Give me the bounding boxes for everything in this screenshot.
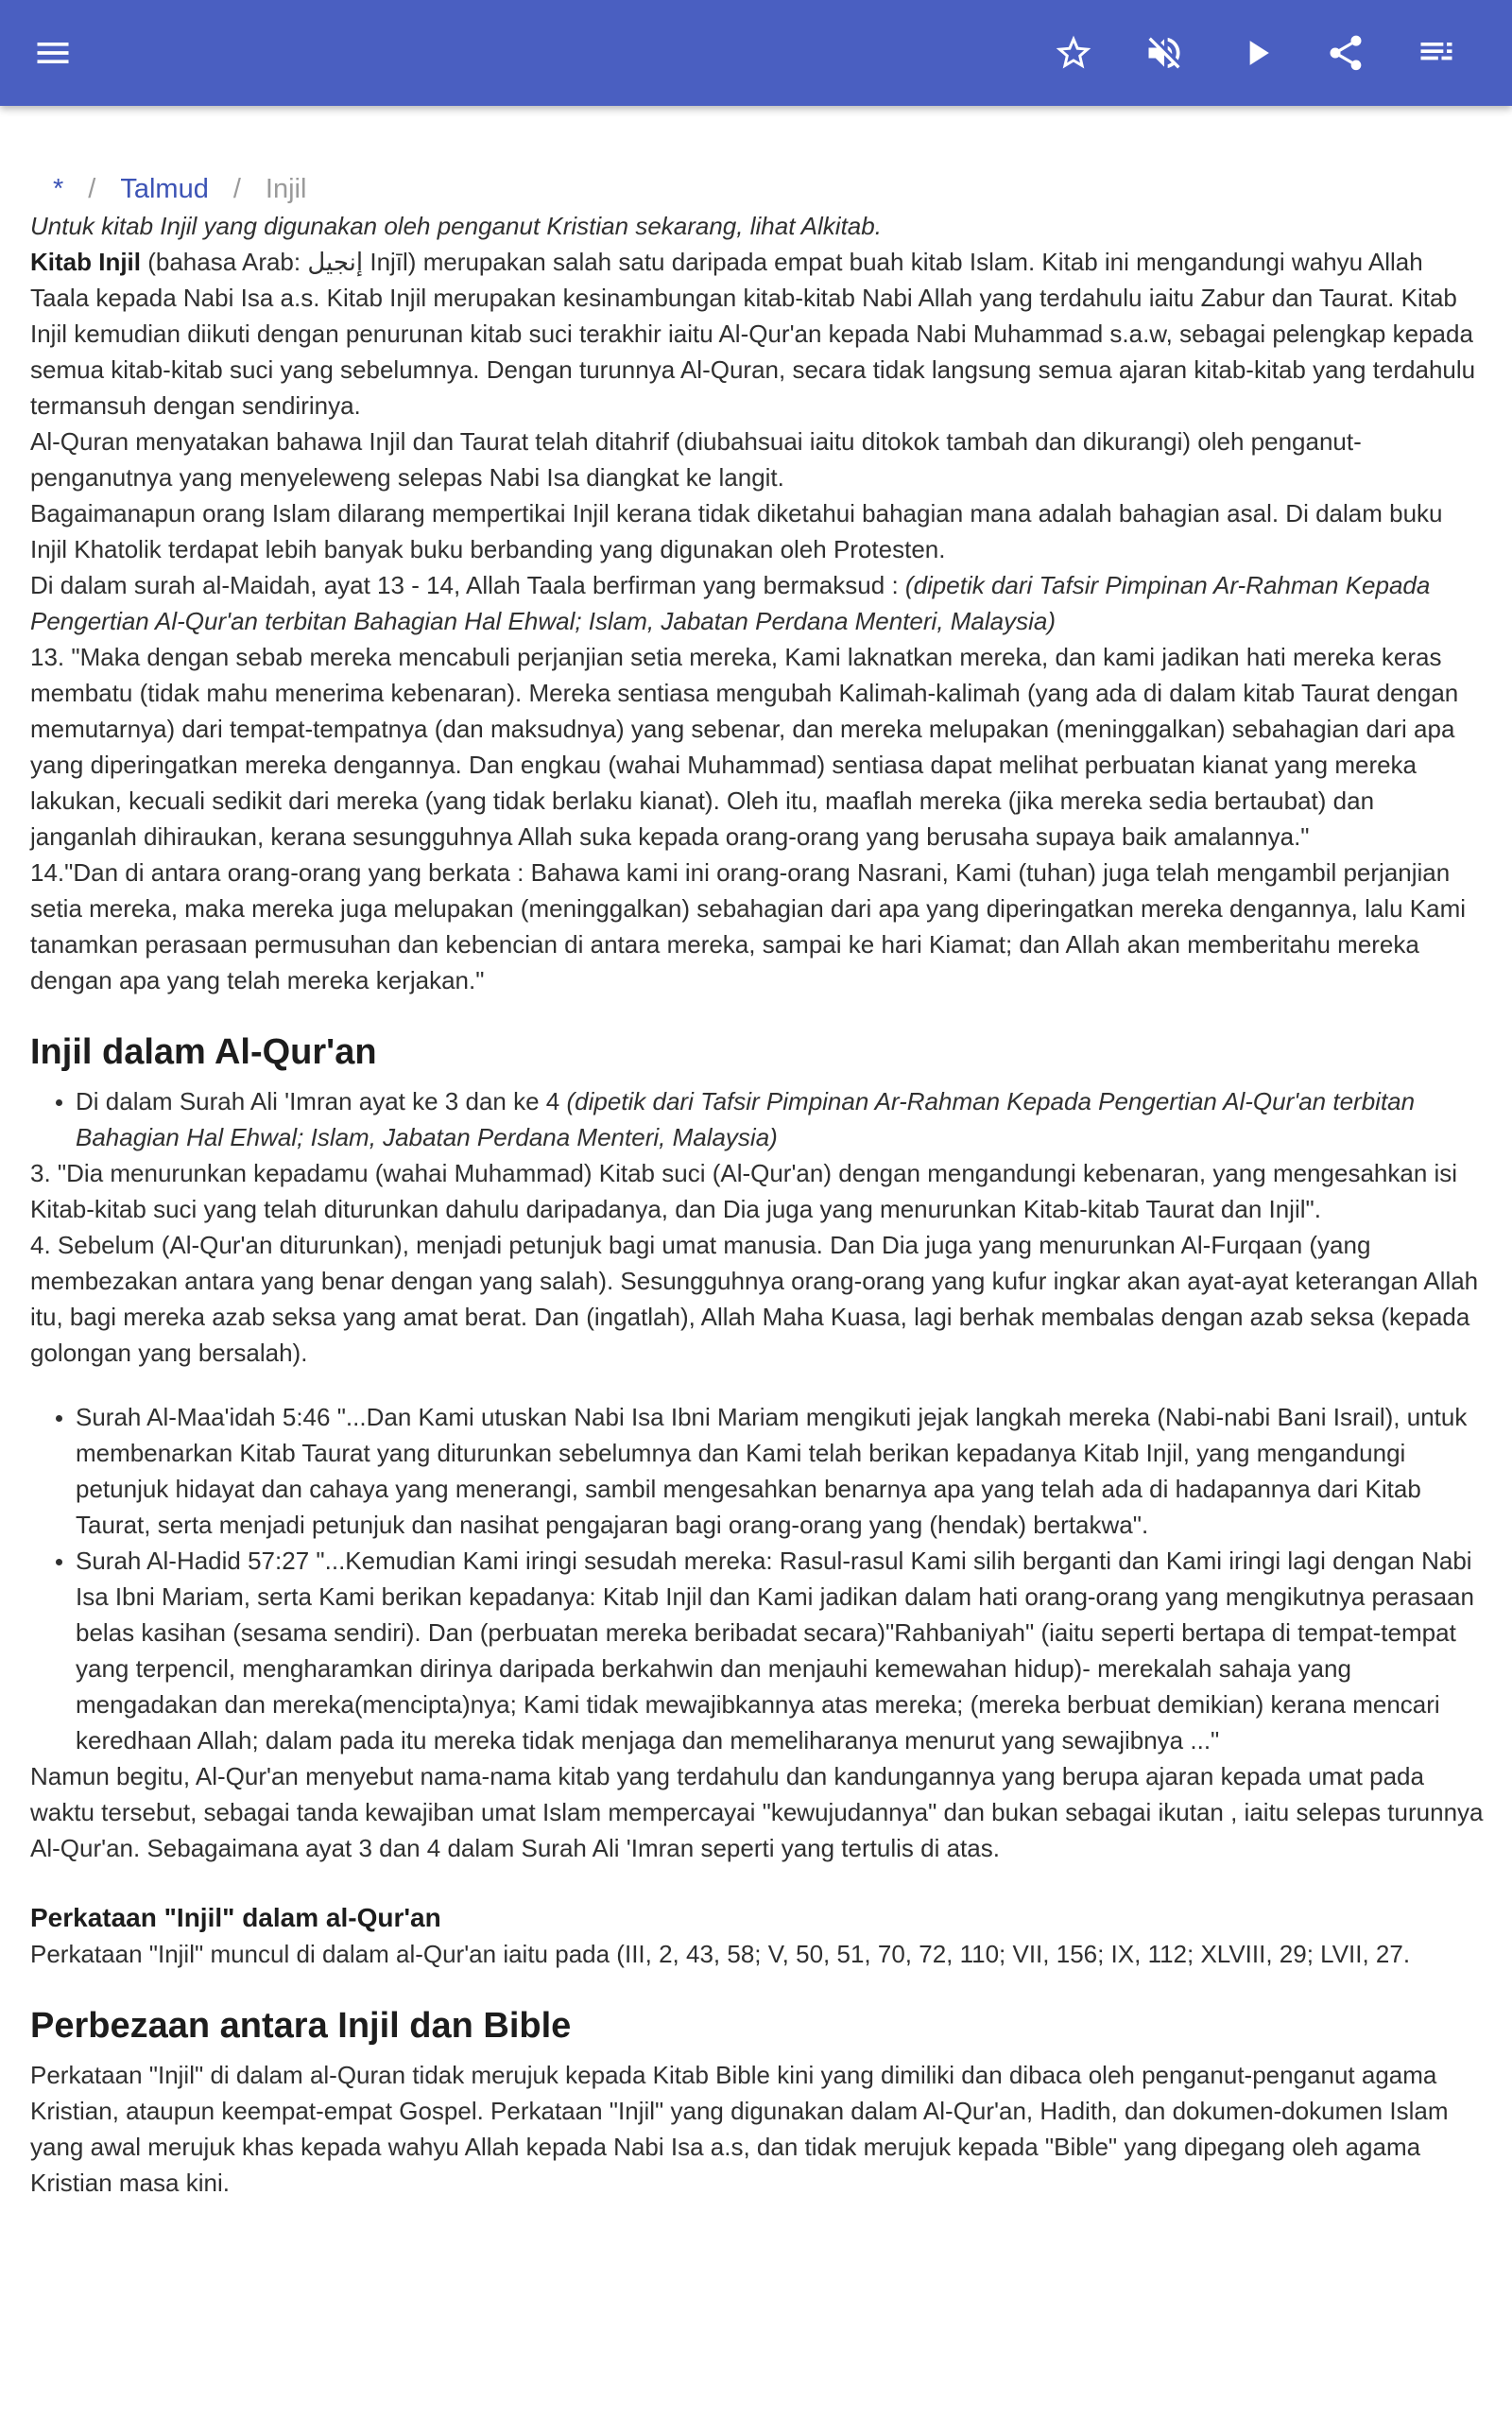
menu-button[interactable] bbox=[25, 25, 81, 81]
breadcrumb-parent-link[interactable]: Talmud bbox=[120, 173, 209, 204]
al-maidah-source: (dipetik dari Tafsir Pimpinan Ar-Rahman Kepada Pengertian Al-Qur'an terbitan Bahagian Hal Ehwal; Islam, Jabatan Perdana Menteri, Malaysia) bbox=[30, 571, 1431, 635]
section-heading-quran: Injil dalam Al-Qur'an bbox=[30, 1032, 377, 1072]
hatnote-text: Untuk kitab Injil yang digunakan oleh penganut Kristian sekarang, lihat Alkitab. bbox=[30, 212, 882, 240]
paragraph-al-maidah bbox=[30, 567, 1486, 639]
paragraph-perkataan: Perkataan "Injil" muncul di dalam al-Qur'an iaitu pada (III, 2, 43, 58; V, 50, 51, 70, 72, 110; VII, 156; IX, 112; XLVIII, 29; LVII, 27. bbox=[30, 1940, 1411, 1968]
list-item: • Surah Al-Hadid 57:27 "...Kemudian Kami iringi sesudah mereka: Rasul-rasul Kami silih berganti dan Kami iringi lagi dengan Nabi Isa Ibni Mariam, serta Kami berikan kepadanya: Kitab Injil dan Kami jadikan dalam hati orang-orang yang mengikutnya perasaan belas kasihan (sesama sendiri). Dan (perbuatan mereka beribadat secara)"Rahbaniyah" (iaitu seperti bertapa di tempat-tempat yang terpencil, mengharamkan dirinya daripada berkahwin dan menjauhi kemewahan hidup)- merekalah sahaja yang mengadakan dan mereka(mencipta)nya; Kami tidak mewajibkannya atas mereka; (mereka berbuat demikian) kerana mencari keredhaan Allah; dalam pada itu mereka tidak menjaga dan memeliharanya menurut yang sewajibnya ..." bbox=[76, 1543, 1486, 1758]
al-maidah-text: Di dalam surah al-Maidah, ayat 13 - 14, Allah Taala berfirman yang bermaksud : bbox=[30, 571, 905, 599]
favorite-button[interactable] bbox=[1045, 25, 1102, 81]
intro-text: (bahasa Arab: إنجيل Injīl) merupakan salah satu daripada empat buah kitab Islam. Kitab ini mengandungi wahyu Allah Taala kepada Nabi Isa a.s. Kitab Injil merupakan kesinambungan kitab-kitab Nabi Allah yang terdahulu iaitu Zabur dan Taurat. Kitab Injil kemudian diikuti dengan penurunan kitab suci terakhir iaitu Al-Qur'an kepada Nabi Muhammad s.a.w, sebagai pelengkap kepada semua kitab-kitab suci yang sebelumnya. Dengan turunnya Al-Quran, secara tidak langsung semua ajaran kitab-kitab yang terdahulu termansuh dengan sendirinya. bbox=[30, 248, 1476, 420]
content-area bbox=[30, 106, 1486, 2201]
intro-paragraph bbox=[30, 244, 1486, 424]
contents-button[interactable] bbox=[1408, 25, 1465, 81]
section-heading-perkataan: Perkataan "Injil" dalam al-Qur'an bbox=[30, 1903, 441, 1932]
verse-14: 14."Dan di antara orang-orang yang berkata : Bahawa kami ini orang-orang Nasrani, Kami (tuhan) juga telah mengambil perjanjian setia mereka, maka mereka juga melupakan (meninggalkan) sebahagian dari apa yang diperingatkan mereka dengannya, lalu Kami tanamkan perasaan permusuhan dan kebencian di antara mereka, sampai ke hari Kiamat; dan Allah akan memberitahu mereka dengan apa yang telah mereka kerjakan." bbox=[30, 858, 1467, 994]
list-item: • Surah Al-Maa'idah 5:46 "...Dan Kami utuskan Nabi Isa Ibni Mariam mengikuti jejak langkah mereka (Nabi-nabi Bani Israil), untuk membenarkan Kitab Taurat yang diturunkan sebelumnya dan Kami telah berikan kepadanya Kitab Injil, yang mengandungi petunjuk hidayat dan cahaya yang menerangi, sambil mengesahkan benarnya apa yang telah ada di hadapannya dari Kitab Taurat, serta menjadi petunjuk dan nasihat pengajaran bagi orang-orang yang (hendak) bertakwa". bbox=[76, 1399, 1486, 1543]
article-body bbox=[30, 208, 1486, 2201]
bullet-list-surah bbox=[76, 1399, 1486, 1758]
verse-13: 13. "Maka dengan sebab mereka mencabuli perjanjian setia mereka, Kami laknatkan mereka, dan kami jadikan hati mereka keras membatu (tidak mahu menerima kebenaran). Mereka sentiasa mengubah Kalimah-kalimah (yang ada di dalam kitab Taurat dengan memutarnya) dari tempat-tempatnya (dan maksudnya) yang sebenar, dan mereka melupakan (meninggalkan) sebahagian dari apa yang diperingatkan mereka dengannya. Dan engkau (wahai Muhammad) sentiasa dapat melihat perbuatan kianat yang mereka lakukan, kecuali sedikit dari mereka (yang tidak berlaku kianat). Oleh itu, maaflah mereka (jika mereka sedia bertaubat) dan janganlah dihiraukan, kerana sesungguhnya Allah suka kepada orang-orang yang berusaha supaya baik amalannya." bbox=[30, 643, 1459, 851]
share-button[interactable] bbox=[1317, 25, 1374, 81]
breadcrumb-separator: / bbox=[232, 173, 241, 204]
list-item bbox=[76, 1083, 1486, 1155]
mute-button[interactable] bbox=[1136, 25, 1193, 81]
breadcrumb bbox=[30, 170, 1486, 208]
ali-imran-source: (dipetik dari Tafsir Pimpinan Ar-Rahman Kepada Pengertian Al-Qur'an terbitan Bahagian Hal Ehwal; Islam, Jabatan Perdana Menteri, Malaysia) bbox=[76, 1087, 1416, 1151]
verse-3: 3. "Dia menurunkan kepadamu (wahai Muhammad) Kitab suci (Al-Qur'an) dengan mengandungi kebenaran, yang mengesahkan isi Kitab-kitab suci yang telah diturunkan dahulu daripadanya, dan Dia juga yang menurunkan Kitab-kitab Taurat dan Injil". bbox=[30, 1159, 1458, 1223]
breadcrumb-current: Injil bbox=[265, 173, 307, 204]
breadcrumb-separator: / bbox=[88, 173, 96, 204]
list-icon bbox=[1416, 32, 1457, 74]
intro-bold-term: Kitab Injil bbox=[30, 248, 141, 276]
share-icon bbox=[1325, 32, 1366, 74]
play-icon bbox=[1236, 32, 1278, 74]
section-heading-perbezaan: Perbezaan antara Injil dan Bible bbox=[30, 2006, 572, 2046]
ali-imran-text: Di dalam Surah Ali 'Imran ayat ke 3 dan ke 4 bbox=[76, 1087, 567, 1115]
volume-off-icon bbox=[1143, 32, 1185, 74]
paragraph-namun-begitu: Namun begitu, Al-Qur'an menyebut nama-nama kitab yang terdahulu dan kandungannya yang berupa ajaran kepada umat pada waktu tersebut, sebagai tanda kewajiban umat Islam mempercayai "kewujudannya" dan bukan sebagai ikutan , iaitu selepas turunnya Al-Qur'an. Sebagaimana ayat 3 dan 4 dalam Surah Ali 'Imran seperti yang tertulis di atas. bbox=[30, 1762, 1484, 1862]
paragraph-katolik: Bagaimanapun orang Islam dilarang mempertikai Injil kerana tidak diketahui bahagian mana adalah bahagian asal. Di dalam buku Injil Khatolik terdapat lebih banyak buku berbanding yang digunakan oleh Protesten. bbox=[30, 499, 1443, 563]
bullet-list-ali-imran bbox=[76, 1083, 1486, 1155]
breadcrumb-home-link[interactable]: * bbox=[53, 173, 64, 204]
star-outline-icon bbox=[1053, 32, 1094, 74]
paragraph-tahrif: Al-Quran menyatakan bahawa Injil dan Taurat telah ditahrif (diubahsuai iaitu ditokok tambah dan dikurangi) oleh penganut-penganutnya yang menyeleweng selepas Nabi Isa diangkat ke langit. bbox=[30, 427, 1362, 492]
play-button[interactable] bbox=[1228, 25, 1285, 81]
app-bar bbox=[0, 0, 1512, 106]
hatnote bbox=[30, 208, 1486, 244]
verse-4: 4. Sebelum (Al-Qur'an diturunkan), menjadi petunjuk bagi umat manusia. Dan Dia juga yang menurunkan Al-Furqaan (yang membezakan antara yang benar dengan yang salah). Sesungguhnya orang-orang yang kufur ingkar akan ayat-ayat keterangan Allah itu, bagi mereka azab seksa yang amat berat. Dan (ingatlah), Allah Maha Kuasa, lagi berhak membalas dengan azab seksa (kepada golongan yang bersalah). bbox=[30, 1231, 1479, 1367]
paragraph-perbezaan: Perkataan "Injil" di dalam al-Quran tidak merujuk kepada Kitab Bible kini yang dimiliki dan dibaca oleh penganut-penganut agama Kristian, ataupun keempat-empat Gospel. Perkataan "Injil" yang digunakan dalam Al-Qur'an, Hadith, dan dokumen-dokumen Islam yang awal merujuk khas kepada wahyu Allah kepada Nabi Isa a.s, dan tidak merujuk kepada "Bible" yang dipegang oleh agama Kristian masa kini. bbox=[30, 2061, 1449, 2197]
menu-icon bbox=[32, 32, 74, 74]
